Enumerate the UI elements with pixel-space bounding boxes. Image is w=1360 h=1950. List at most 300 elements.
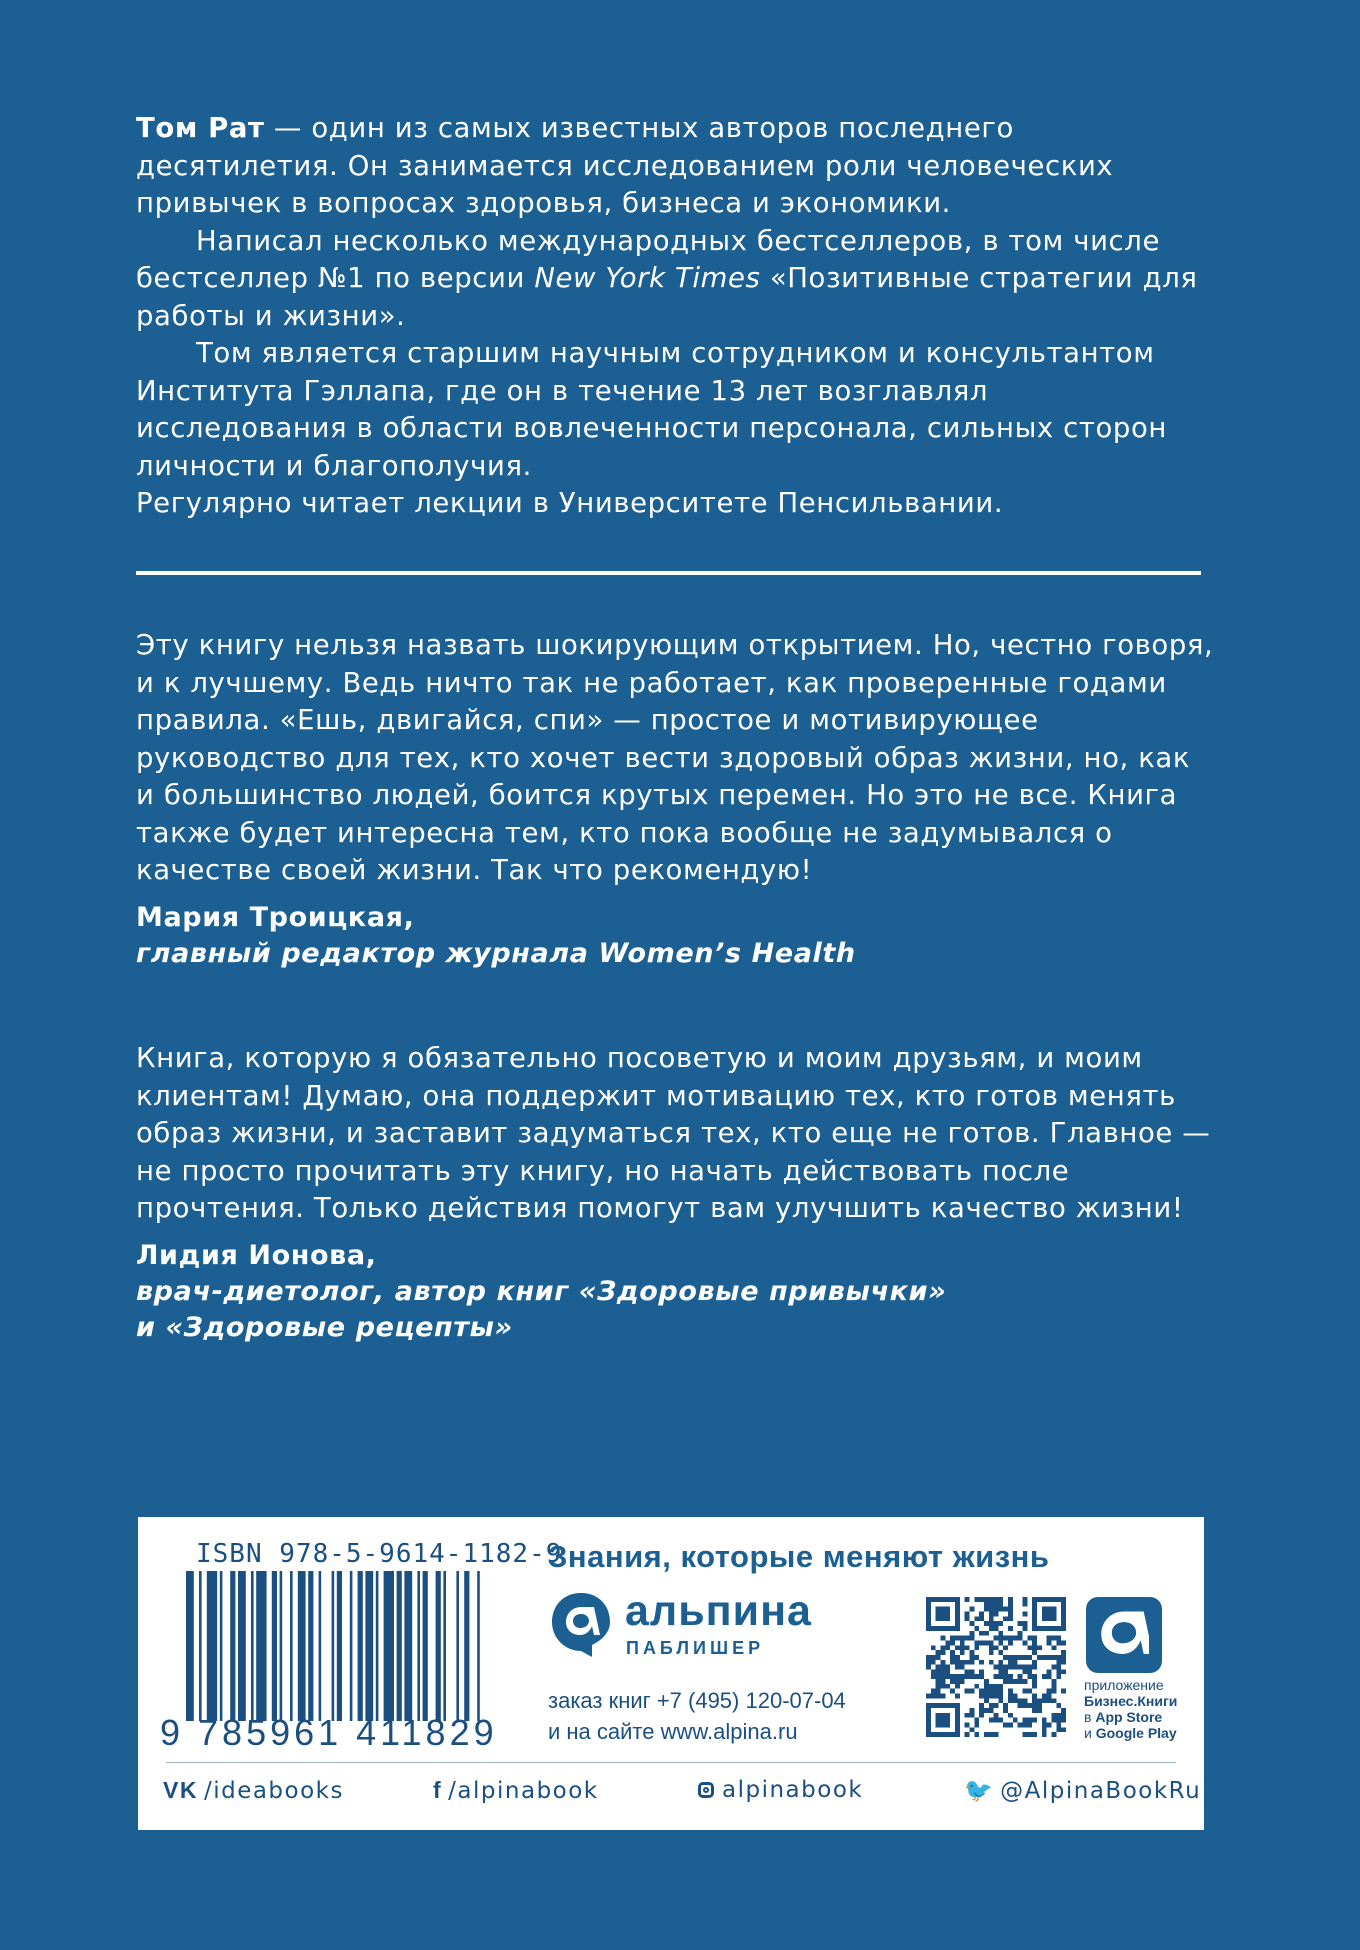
- qr-module: [969, 1607, 974, 1612]
- instagram-icon: [698, 1782, 714, 1798]
- barcode-bar: [358, 1571, 363, 1721]
- qr-module: [1052, 1655, 1057, 1660]
- qr-module: [994, 1684, 999, 1689]
- panel-divider: [166, 1762, 1176, 1763]
- qr-module: [984, 1602, 989, 1607]
- qr-module: [931, 1655, 936, 1660]
- barcode-bar: [280, 1571, 283, 1721]
- qr-module: [1052, 1679, 1057, 1684]
- qr-module: [926, 1626, 960, 1631]
- qr-module: [1008, 1689, 1013, 1694]
- qr-module: [984, 1689, 989, 1694]
- qr-module: [1061, 1718, 1066, 1723]
- publisher-slogan: Знания, которые меняют жизнь: [548, 1539, 1050, 1574]
- qr-module: [979, 1674, 984, 1679]
- qr-module: [1008, 1723, 1013, 1728]
- qr-module: [969, 1631, 974, 1636]
- qr-module: [1061, 1713, 1066, 1718]
- qr-module: [969, 1650, 974, 1655]
- qr-module: [1018, 1655, 1023, 1660]
- qr-module: [998, 1669, 1003, 1674]
- social-facebook[interactable]: f /alpinabook: [433, 1777, 599, 1804]
- barcode: [186, 1571, 546, 1721]
- qr-module: [1003, 1645, 1008, 1650]
- qr-module: [936, 1665, 941, 1670]
- qr-module: [1003, 1703, 1008, 1708]
- qr-module: [998, 1597, 1003, 1602]
- qr-module: [1056, 1727, 1061, 1732]
- qr-module: [1023, 1723, 1028, 1728]
- qr-module: [1023, 1718, 1028, 1723]
- qr-module: [1056, 1660, 1061, 1665]
- qr-module: [1018, 1621, 1023, 1626]
- bio-paragraph-1: Том Рат — один из самых известных авторов последнего десятилетия. Он занимается исследованием роли человеческих привычек в вопросах здоровья, бизнеса и экономики.: [136, 112, 1114, 219]
- qr-module: [1061, 1597, 1066, 1631]
- qr-module: [994, 1703, 999, 1708]
- app-info: приложение Бизнес.Книги в App Store и Google Play: [1084, 1677, 1178, 1741]
- qr-module: [1032, 1718, 1037, 1723]
- qr-module: [974, 1684, 979, 1689]
- qr-module: [1037, 1655, 1042, 1660]
- qr-module: [1013, 1694, 1018, 1699]
- qr-module: [984, 1732, 989, 1737]
- qr-module: [955, 1674, 960, 1679]
- barcode-bar: [256, 1571, 266, 1721]
- qr-module: [989, 1611, 994, 1616]
- qr-module: [1032, 1679, 1037, 1684]
- qr-module: [979, 1631, 984, 1636]
- barcode-bar: [423, 1571, 428, 1721]
- qr-module: [1023, 1597, 1028, 1602]
- qr-module: [1061, 1708, 1066, 1713]
- qr-module: [974, 1655, 979, 1660]
- qr-module: [984, 1640, 989, 1645]
- barcode-bar: [308, 1571, 313, 1721]
- qr-module: [926, 1660, 931, 1665]
- qr-module: [1042, 1655, 1047, 1660]
- qr-module: [1008, 1640, 1013, 1645]
- qr-module: [984, 1698, 989, 1703]
- qr-module: [926, 1665, 931, 1670]
- qr-module: [969, 1660, 974, 1665]
- qr-module: [940, 1650, 945, 1655]
- barcode-bar: [477, 1571, 480, 1721]
- qr-module: [984, 1621, 989, 1626]
- qr-module: [1032, 1694, 1037, 1699]
- barcode-digits: 9 785961 411829: [160, 1712, 498, 1753]
- qr-module: [1056, 1703, 1061, 1708]
- qr-module: [1023, 1703, 1028, 1708]
- qr-module: [940, 1674, 945, 1679]
- qr-module: [1013, 1665, 1018, 1670]
- qr-module: [1023, 1698, 1028, 1703]
- qr-module: [1018, 1698, 1023, 1703]
- qr-module: [955, 1597, 960, 1631]
- qr-module: [1052, 1698, 1057, 1703]
- qr-module: [979, 1689, 984, 1694]
- reviewer-name: Мария Троицкая,: [136, 901, 415, 933]
- qr-module: [1032, 1703, 1037, 1708]
- qr-module: [998, 1602, 1003, 1607]
- qr-module: [994, 1607, 999, 1612]
- qr-module: [965, 1636, 970, 1641]
- qr-module: [1003, 1708, 1008, 1713]
- qr-module: [960, 1679, 965, 1684]
- bio-paragraph-2: Написал несколько международных бестселлеров, в том числе бестселлер №1 по версии New York Times «Позитивные стратегии для работы и жизни».: [136, 224, 1198, 332]
- qr-module: [965, 1616, 970, 1621]
- qr-module: [984, 1708, 989, 1713]
- qr-module: [1032, 1650, 1037, 1655]
- qr-module: [1013, 1660, 1018, 1665]
- qr-module: [1056, 1723, 1061, 1728]
- qr-module: [1032, 1708, 1037, 1713]
- qr-module: [940, 1660, 945, 1665]
- qr-module: [945, 1684, 950, 1689]
- barcode-bar: [443, 1571, 446, 1721]
- qr-module: [984, 1597, 989, 1602]
- qr-module: [1061, 1669, 1066, 1674]
- qr-module: [936, 1650, 941, 1655]
- qr-module: [1032, 1640, 1037, 1645]
- qr-module: [1008, 1616, 1013, 1621]
- app-icon: [1086, 1597, 1162, 1673]
- qr-module: [965, 1713, 970, 1718]
- qr-module: [926, 1597, 931, 1631]
- qr-module: [945, 1665, 950, 1670]
- qr-module: [1032, 1698, 1037, 1703]
- review-text: Эту книгу нельзя назвать шокирующим открытием. Но, честно говоря, и к лучшему. Ведь ничто так не работает, как проверенные годами правила. «Ешь, двигайся, спи» — простое и мотивирующее руководство для тех, кто хочет вести здоровый образ жизни, но, как и большинство людей, боится крутых перемен. Но это не все. Книга также будет интересна тем, кто пока вообще не задумывался о качестве своей жизни. Так что рекомендую!: [136, 629, 1214, 886]
- review-text: Книга, которую я обязательно посоветую и моим друзьям, и моим клиентам! Думаю, она поддержит мотивацию тех, кто готов менять образ жизни, и заставит задуматься тех, кто еще не готов. Главное — не просто прочитать эту книгу, но начать действовать после прочтения. Только действия помогут вам улучшить качество жизни!: [136, 1042, 1211, 1224]
- qr-module: [1023, 1689, 1028, 1694]
- qr-module: [1003, 1616, 1008, 1621]
- order-website[interactable]: и на сайте www.alpina.ru: [548, 1719, 798, 1744]
- qr-module: [1056, 1718, 1061, 1723]
- qr-module: [1047, 1655, 1052, 1660]
- qr-module: [979, 1694, 984, 1699]
- barcode-bar: [376, 1571, 379, 1721]
- reviewer-role-line-2: и «Здоровые рецепты»: [136, 1311, 513, 1343]
- qr-module: [998, 1698, 1003, 1703]
- qr-module: [1061, 1689, 1066, 1694]
- qr-module: [1027, 1723, 1032, 1728]
- qr-module: [931, 1694, 936, 1699]
- barcode-bar: [238, 1571, 246, 1721]
- qr-module: [1032, 1665, 1037, 1670]
- qr-module: [1018, 1703, 1023, 1708]
- qr-module: [1023, 1679, 1028, 1684]
- qr-module: [1052, 1689, 1057, 1694]
- qr-module: [994, 1674, 999, 1679]
- qr-module: [994, 1597, 999, 1602]
- reviewer-role: главный редактор журнала Women’s Health: [136, 937, 856, 969]
- qr-module: [965, 1669, 970, 1674]
- qr-module: [998, 1694, 1003, 1699]
- qr-module: [1032, 1636, 1037, 1641]
- qr-module: [994, 1621, 999, 1626]
- qr-module: [1027, 1689, 1032, 1694]
- qr-module: [1042, 1607, 1056, 1621]
- social-instagram[interactable]: alpinabook: [698, 1777, 863, 1803]
- qr-module: [974, 1597, 979, 1602]
- qr-module: [1008, 1665, 1013, 1670]
- qr-module: [1032, 1732, 1037, 1737]
- qr-module: [950, 1640, 955, 1645]
- qr-module: [931, 1645, 936, 1650]
- qr-module: [1056, 1665, 1061, 1670]
- qr-module: [994, 1689, 999, 1694]
- qr-module: [936, 1679, 941, 1684]
- qr-module: [965, 1689, 970, 1694]
- barcode-bar: [207, 1571, 217, 1721]
- qr-module: [998, 1684, 1003, 1689]
- qr-module: [955, 1655, 960, 1660]
- qr-module: [1032, 1660, 1037, 1665]
- qr-module: [1047, 1669, 1052, 1674]
- qr-module: [994, 1602, 999, 1607]
- qr-module: [1013, 1655, 1018, 1660]
- qr-module: [960, 1640, 965, 1645]
- qr-module: [1042, 1718, 1047, 1723]
- qr-module: [926, 1732, 960, 1737]
- qr-module: [960, 1645, 965, 1650]
- qr-module: [931, 1669, 936, 1674]
- twitter-icon: 🐦: [964, 1777, 995, 1803]
- reviewer-name: Лидия Ионова,: [136, 1239, 377, 1271]
- qr-module: [936, 1689, 941, 1694]
- barcode-bar: [404, 1571, 412, 1721]
- qr-module: [1042, 1674, 1047, 1679]
- qr-module: [1008, 1607, 1013, 1612]
- qr-module: [969, 1689, 974, 1694]
- qr-module: [979, 1713, 984, 1718]
- qr-module: [1023, 1626, 1028, 1631]
- barcode-bar: [384, 1571, 394, 1721]
- barcode-bar: [290, 1571, 293, 1721]
- qr-module: [940, 1645, 945, 1650]
- author-name: Том Рат: [136, 112, 265, 144]
- qr-module: [1052, 1718, 1057, 1723]
- qr-module: [984, 1631, 989, 1636]
- qr-module: [926, 1694, 931, 1699]
- qr-module: [1003, 1655, 1008, 1660]
- qr-module: [1047, 1689, 1052, 1694]
- qr-module: [1032, 1597, 1037, 1631]
- qr-module: [984, 1679, 989, 1684]
- qr-module: [1013, 1698, 1018, 1703]
- qr-module: [989, 1621, 994, 1626]
- barcode-bar: [464, 1571, 469, 1721]
- qr-module: [965, 1611, 970, 1616]
- qr-module: [960, 1665, 965, 1670]
- qr-module: [994, 1626, 999, 1631]
- qr-module: [940, 1669, 945, 1674]
- qr-module: [994, 1636, 999, 1641]
- qr-module: [1008, 1602, 1013, 1607]
- qr-module: [926, 1655, 931, 1660]
- qr-module: [1037, 1698, 1042, 1703]
- publisher-subname: ПАБЛИШЕР: [626, 1638, 765, 1658]
- qr-module: [1052, 1665, 1057, 1670]
- qr-module: [998, 1636, 1003, 1641]
- qr-module: [960, 1674, 965, 1679]
- qr-module: [1008, 1655, 1013, 1660]
- qr-module: [1018, 1723, 1023, 1728]
- qr-module: [926, 1597, 960, 1602]
- social-twitter[interactable]: 🐦 @AlpinaBookRu: [964, 1777, 1202, 1804]
- qr-module: [955, 1679, 960, 1684]
- qr-module: [1003, 1669, 1008, 1674]
- qr-module: [989, 1703, 994, 1708]
- vk-icon: VK: [163, 1777, 198, 1803]
- social-vk[interactable]: VK /ideabooks: [163, 1777, 344, 1804]
- qr-module: [940, 1694, 945, 1699]
- qr-module: [1061, 1727, 1066, 1732]
- qr-module: [936, 1684, 941, 1689]
- qr-module: [1003, 1679, 1008, 1684]
- qr-module: [989, 1602, 994, 1607]
- qr-module: [994, 1694, 999, 1699]
- qr-module: [1052, 1636, 1057, 1641]
- qr-module: [960, 1660, 965, 1665]
- qr-module: [940, 1636, 945, 1641]
- qr-module: [1056, 1636, 1061, 1641]
- barcode-bar: [272, 1571, 277, 1721]
- qr-module: [974, 1674, 979, 1679]
- app-logo-icon: [1099, 1608, 1149, 1662]
- qr-module: [998, 1631, 1003, 1636]
- qr-module: [998, 1665, 1003, 1670]
- qr-module: [1032, 1626, 1066, 1631]
- barcode-bar: [456, 1571, 459, 1721]
- bio-paragraph-4: Регулярно читает лекции в Университете Пенсильвании.: [136, 487, 1004, 519]
- qr-module: [998, 1607, 1003, 1612]
- qr-module: [965, 1723, 970, 1728]
- qr-module: [965, 1597, 970, 1602]
- qr-module: [969, 1621, 974, 1626]
- order-phone: заказ книг +7 (495) 120-07-04: [548, 1688, 846, 1713]
- qr-module: [1061, 1650, 1066, 1655]
- qr-module: [1047, 1636, 1052, 1641]
- qr-module: [1047, 1698, 1052, 1703]
- qr-module: [1052, 1645, 1057, 1650]
- qr-module: [1052, 1684, 1057, 1689]
- qr-module: [984, 1694, 989, 1699]
- qr-code: [926, 1597, 1066, 1737]
- qr-module: [974, 1718, 979, 1723]
- qr-module: [979, 1708, 984, 1713]
- qr-module: [945, 1669, 950, 1674]
- qr-module: [1047, 1694, 1052, 1699]
- qr-module: [989, 1694, 994, 1699]
- review-signature: [136, 900, 1216, 972]
- qr-module: [940, 1679, 945, 1684]
- qr-module: [989, 1640, 994, 1645]
- qr-module: [969, 1636, 974, 1641]
- qr-module: [989, 1616, 994, 1621]
- qr-module: [1018, 1679, 1023, 1684]
- qr-module: [965, 1660, 970, 1665]
- qr-module: [1013, 1679, 1018, 1684]
- qr-module: [979, 1597, 984, 1602]
- qr-module: [1061, 1640, 1066, 1645]
- qr-module: [989, 1626, 994, 1631]
- qr-module: [989, 1689, 994, 1694]
- qr-module: [1008, 1713, 1013, 1718]
- qr-module: [1056, 1655, 1061, 1660]
- barcode-bar: [365, 1571, 373, 1721]
- qr-module: [931, 1660, 936, 1665]
- qr-module: [926, 1703, 960, 1708]
- qr-module: [989, 1684, 994, 1689]
- barcode-bar: [251, 1571, 254, 1721]
- qr-module: [974, 1723, 979, 1728]
- qr-module: [1056, 1669, 1061, 1674]
- qr-module: [1056, 1640, 1061, 1645]
- qr-module: [955, 1665, 960, 1670]
- qr-module: [1008, 1611, 1013, 1616]
- qr-module: [950, 1655, 955, 1660]
- qr-module: [969, 1727, 974, 1732]
- qr-module: [998, 1640, 1003, 1645]
- qr-module: [926, 1703, 931, 1737]
- qr-module: [936, 1655, 941, 1660]
- order-info: [548, 1685, 846, 1747]
- qr-module: [1061, 1655, 1066, 1660]
- barcode-bar: [436, 1571, 441, 1721]
- qr-module: [1008, 1597, 1013, 1602]
- qr-module: [994, 1732, 999, 1737]
- qr-module: [1008, 1698, 1013, 1703]
- review-signature: [136, 1238, 1216, 1346]
- qr-module: [979, 1669, 984, 1674]
- barcode-bar: [319, 1571, 322, 1721]
- barcode-bar: [298, 1571, 306, 1721]
- barcode-bar: [186, 1571, 194, 1721]
- qr-module: [979, 1703, 984, 1708]
- qr-module: [936, 1694, 941, 1699]
- facebook-icon: f: [433, 1777, 443, 1803]
- qr-module: [1023, 1621, 1028, 1626]
- qr-module: [1042, 1694, 1047, 1699]
- qr-module: [1042, 1732, 1047, 1737]
- qr-module: [1008, 1660, 1013, 1665]
- qr-module: [955, 1694, 960, 1699]
- qr-module: [1052, 1713, 1057, 1718]
- qr-module: [1027, 1655, 1032, 1660]
- qr-module: [945, 1640, 950, 1645]
- qr-module: [1047, 1674, 1052, 1679]
- qr-module: [1018, 1636, 1023, 1641]
- qr-module: [994, 1713, 999, 1718]
- qr-module: [1008, 1636, 1013, 1641]
- qr-module: [1032, 1674, 1037, 1679]
- author-bio: [136, 110, 1206, 523]
- qr-module: [989, 1708, 994, 1713]
- qr-module: [1027, 1718, 1032, 1723]
- qr-module: [950, 1679, 955, 1684]
- qr-module: [1018, 1631, 1023, 1636]
- qr-module: [1037, 1645, 1042, 1650]
- qr-module: [1027, 1674, 1032, 1679]
- qr-module: [994, 1645, 999, 1650]
- qr-module: [1032, 1645, 1037, 1650]
- qr-module: [989, 1718, 994, 1723]
- qr-module: [1037, 1703, 1042, 1708]
- qr-module: [1018, 1665, 1023, 1670]
- qr-module: [945, 1645, 950, 1650]
- qr-module: [1061, 1660, 1066, 1665]
- qr-module: [1023, 1665, 1028, 1670]
